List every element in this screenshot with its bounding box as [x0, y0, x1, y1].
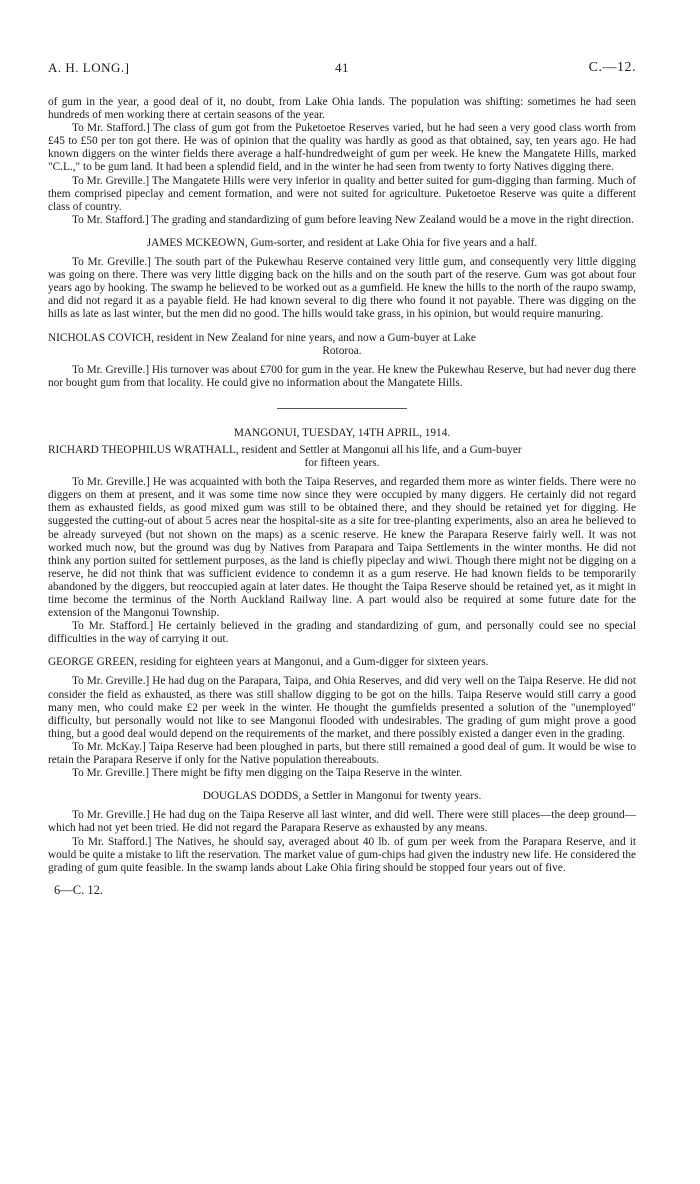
- witness-heading: GEORGE GREEN, residing for eighteen years at Mangonui, and a Gum-digger for sixteen years.: [48, 656, 489, 669]
- intro-section: [48, 96, 636, 227]
- document-code: C.—12.: [588, 60, 636, 75]
- witness-covich: [48, 332, 636, 390]
- witness-dodds: [48, 790, 636, 875]
- paragraph: To Mr. Stafford.] The Natives, he should say, averaged about 40 lb. of gum per week from the Parapara Reserve, and it would be quite a mistake to lift the reservation. The market value of gum-chips had given the industry new life. He considered the grading of gum quite feasible. In the swamp lands about Lake Ohia firing should be stopped four years out of five.: [48, 835, 636, 874]
- paragraph: To Mr. Stafford.] The class of gum got from the Puketoetoe Reserves varied, but he had seen a very good class worth from £45 to £50 per ton got there. He was of opinion that the quality was hardly as good as that obtained, say, ten years ago. He had known diggers on the winter fields there average a half-hundredweight of gum per week. He knew the Mangatete Hills, marked "C.L.," to be gum land. It had been a splendid field, and in the winter he had seen from twenty to forty Natives digging there.: [48, 122, 636, 174]
- paragraph: To Mr. Greville.] The Mangatete Hills were very inferior in quality and better suited for gum-digging than farming. Much of them comprised pipeclay and cement formation, and were not suited for agriculture. Puketoetoe Reserve was quite a different class of country.: [48, 174, 636, 213]
- sitting-date-heading: MANGONUI, TUESDAY, 14TH APRIL, 1914.: [233, 426, 451, 439]
- page-header: [48, 60, 636, 80]
- witness-heading-line: for fifteen years.: [304, 457, 380, 470]
- witness-heading-line: RICHARD THEOPHILUS WRATHALL, resident and Settler at Mangonui all his life, and a Gum-buyer: [48, 443, 522, 456]
- paragraph: To Mr. Greville.] He had dug on the Parapara, Taipa, and Ohia Reserves, and did very well on the Taipa Reserve. He did not consider the field as exhausted, as there was still shallow digging to be got on the hills. Taipa Reserve would still carry a good many men, who could make £2 per week in the winter. He thought the gumfields presented a solution of the "unemployed" difficulty, but personally would not like to see Mangonui flooded with undesirables. The grading of gum might prove a good thing, but a good deal would depend on the requirements of the market, and there possibly existed a danger even in the grading.: [48, 675, 636, 740]
- witness-heading: DOUGLAS DODDS, a Settler in Mangonui for twenty years.: [202, 790, 482, 803]
- witness-mckeown: [48, 237, 636, 322]
- paragraph: To Mr. Greville.] The south part of the Pukewhau Reserve contained very little gum, and consequently very little digging was going on there. There was very little digging back on the hills and on the south part of the reserve. Gum was got about four years ago by hooking. The swamp he believed to be worked out as a gumfield. He knew the hills to the north of the raupo swamp, and did not regard it as a payable field. He had known several to dig there who found it not payable. There was digging on the hills as late as last winter, but the men did no good. The hills would take grass, in his opinion, but would require manuring.: [48, 256, 636, 321]
- paragraph: To Mr. Greville.] There might be fifty men digging on the Taipa Reserve in the winter.: [72, 767, 463, 780]
- paragraph: To Mr. Greville.] He was acquainted with both the Taipa Reserves, and regarded them more as winter fields. There were no diggers on them at present, and it was some time now since they were occupied by many diggers. He certainly did not regard them as exhausted fields, as good mixed gum was still to be obtained there, and they should be retained yet for digging. He suggested the cutting-out of about 5 acres near the hospital-site as a site for tree-planting experiments, also an area he believed to be already surveyed (but not shown on the maps) as a scenic reserve. He knew the Parapara Reserve fairly well. It was not worked much now, but the ground was dug by Natives from Parapara and Taipa Settlements in the winter months. He did not think any portion suited for settlement purposes, as the land is chiefly pipeclay and wiwi. Though there might not be digging on a reserve, he did not think that was sufficient evidence to condemn it as a gum reserve. He had known fields to be temporarily abandoned by the diggers, but reoccupied again at later dates. He thought the Taipa Reserve should be retained yet, as it might in time become the terminus of the North Auckland Railway line. A part would also be required at some future date for the extension of the Mangonui Township.: [48, 476, 636, 620]
- witness-heading: [48, 332, 636, 358]
- page-footer: 6—C. 12.: [54, 882, 103, 897]
- page-number: 41: [335, 60, 349, 75]
- witness-green: [48, 656, 636, 780]
- witness-heading-line: Rotoroa.: [322, 344, 362, 357]
- section-divider: [277, 408, 407, 409]
- witness-heading: JAMES MCKEOWN, Gum-sorter, and resident at Lake Ohia for five years and a half.: [146, 236, 538, 249]
- paragraph: To Mr. McKay.] Taipa Reserve had been ploughed in parts, but there still remained a good deal of gum. It would be wise to retain the Parapara Reserve if only for the Native population thereabouts.: [48, 740, 636, 767]
- header-author: A. H. LONG.]: [48, 60, 130, 75]
- paragraph: To Mr. Greville.] His turnover was about £700 for gum in the year. He knew the Pukewhau Reserve, but had never dug there nor bought gum from that locality. He could give no information about the Mangatete Hills.: [48, 363, 636, 389]
- witness-wrathall: [48, 444, 636, 646]
- paragraph: To Mr. Stafford.] He certainly believed in the grading and standardizing of gum, and personally could see no special difficulties in the way of carrying it out.: [48, 620, 636, 646]
- witness-heading: [48, 444, 636, 470]
- witness-heading-line: NICHOLAS COVICH, resident in New Zealand for nine years, and now a Gum-buyer at Lake: [48, 331, 476, 344]
- paragraph: To Mr. Greville.] He had dug on the Taipa Reserve all last winter, and did well. There were still places—the deep ground—which had not yet been tried. He did not regard the Parapara Reserve as exhausted by any means.: [48, 809, 636, 835]
- document-page: [48, 60, 636, 898]
- paragraph: of gum in the year, a good deal of it, no doubt, from Lake Ohia lands. The population was shifting: sometimes he had seen hundreds of men working there at certain seasons of the year.: [48, 96, 636, 122]
- paragraph: To Mr. Stafford.] The grading and standardizing of gum before leaving New Zealand would be a move in the right direction.: [72, 213, 634, 226]
